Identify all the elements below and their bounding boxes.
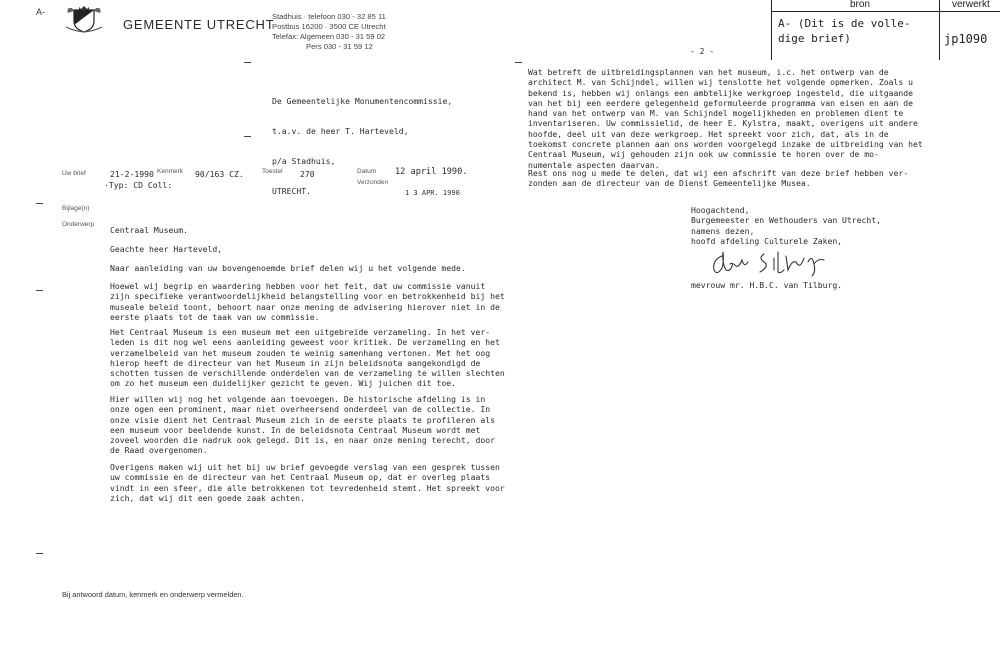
body-paragraph: Rest ons nog u mede te delen, dat wij een afschrift van deze brief hebben ver- zonden aan de directeur van de Dienst Gemeentelijke Musea. <box>528 168 909 189</box>
page-number: - 2 - <box>690 47 715 56</box>
kenmerk-value: 90/163 CZ. <box>195 169 244 179</box>
datum-label: Datum <box>357 168 377 175</box>
stamp-note: A- (Dit is de volle- dige brief) <box>778 17 911 45</box>
uw-brief-label: Uw brief <box>62 170 86 177</box>
contact-block <box>272 12 386 52</box>
verzonden-label: Verzonden <box>357 179 389 186</box>
bijlage-label: Bijlage(n) <box>62 205 90 212</box>
body-paragraph: Naar aanleiding van uw bovengenoemde brief delen wij u het volgende mede. <box>110 263 466 273</box>
subject-value: Centraal Museum. <box>110 225 188 235</box>
closing-block: Hoogachtend, Burgemeester en Wethouders van Utrecht, namens dezen, hoofd afdeling Culturele Zaken, <box>691 205 882 246</box>
contact-line: Telefax: Algemeen 030 - 31 59 02 <box>272 32 386 41</box>
margin-dash <box>36 553 43 554</box>
signature-name: mevrouw mr. H.B.C. van Tilburg. <box>691 280 843 290</box>
margin-mark: A- <box>36 7 45 17</box>
contact-line: Postbus 16200 · 3500 CE Utrecht <box>272 22 386 31</box>
kenmerk-label: Kenmerk <box>157 168 184 175</box>
stamp-header-bron: bron <box>850 0 871 10</box>
city-crest-icon <box>62 5 106 33</box>
margin-dash <box>36 290 43 291</box>
archive-stamp <box>771 0 1000 60</box>
date-stamp: 1 3 APR. 1990 <box>405 189 460 197</box>
fold-mark <box>515 62 522 63</box>
contact-line: Stadhuis · telefoon 030 - 32 85 11 <box>272 12 386 21</box>
recipient-address: De Gemeentelijke Monumentencommissie, t.a.v. de heer T. Harteveld, p/a Stadhuis, UTRECHT. <box>272 96 453 196</box>
handwritten-signature <box>708 248 833 278</box>
salutation: Geachte heer Harteveld, <box>110 244 223 254</box>
onderwerp-label: Onderwerp <box>62 221 95 228</box>
datum-value: 12 april 1990. <box>395 167 468 177</box>
organization-name: GEMEENTE UTRECHT <box>123 17 275 32</box>
footer-note: Bij antwoord datum, kenmerk en onderwerp vermelden. <box>62 590 244 599</box>
toestel-label: Toestel <box>262 168 283 175</box>
stamp-code: jp1090 <box>944 32 988 46</box>
margin-dash <box>36 203 43 204</box>
fold-mark <box>244 62 251 63</box>
toestel-value: 270 <box>300 169 315 179</box>
uw-brief-value: 21-2-1990 <box>110 169 154 179</box>
body-paragraph: Hoewel wij begrip en waardering hebben voor het feit, dat uw commissie vanuit zijn specifieke verantwoordelijkheid belangstelling voor en betrokkenheid bij het museale beleid toont, behoort naar onze mening de advisering hierover niet in de eerste plaats tot de taak van uw commissie. <box>110 281 505 322</box>
body-paragraph: Overigens maken wij uit het bij uw brief gevoegde verslag van een gesprek tussen uw commissie en de directeur van het Centraal Museum op, dat er overleg plaats vindt in een sfeer, die alle betrokkenen tot tevredenheid stemt. Het spreekt voor zich, dat wij dit een goede zaak achten. <box>110 462 505 503</box>
body-paragraph: Hier willen wij nog het volgende aan toevoegen. De historische afdeling is in onze ogen een prominent, maar niet overheersend onderdeel van de collectie. In onze visie dient het Centraal Museum zich in de eerste plaats te profileren als een museum voor beeldende kunst. In de beleidsnota Centraal Museum wordt met zoveel woorden die nadruk ook gelegd. Dit is, en naar onze mening terecht, door de Raad overgenomen. <box>110 394 495 456</box>
typist-value: ·Typ: CD Coll: <box>104 180 173 190</box>
body-paragraph: Het Centraal Museum is een museum met een uitgebreide verzameling. In het ver- leden is dit nog wel eens aanleiding geweest voor kritiek. De verzameling en het verzamelbeleid van het museum zouden te weinig samenhang vertonen. Met het oog hierop heeft de directeur van het Museum in zijn beleidsnota aangekondigd de schotten tussen de verschillende onderdelen van de verzameling te willen slechten om zo het museum een duidelijker gezicht te geven. Wij juichen dit toe. <box>110 327 505 389</box>
contact-line: Pers 030 - 31 59 12 <box>306 42 373 51</box>
body-paragraph: Wat betreft de uitbreidingsplannen van het museum, i.c. het ontwerp van de architect M. van Schijndel, willen wij tenslotte het volgende opmerken. Zoals u bekend is, hebben wij onlangs een ambtelijke werkgroep ingesteld, die uitgaande van het bij een eerdere gelegenheid geformuleerde programma van eisen en aan de hand van het ontwerp van M. van Schijndel mogelijkheden en problemen dient te inventariseren. Uw commissielid, de heer E. Kylstra, maakt, overigens uit andere hoofde, deel uit van deze werkgroep. Het spreekt voor zich, dat, als in de toekomst concrete plannen aan ons worden voorgelegd inzake de uitbreiding van het Centraal Museum, wij gehouden zijn ook uw commissie te horen over de mo- numentale aspecten daarvan. <box>528 67 923 170</box>
fold-mark <box>244 136 251 137</box>
stamp-header-verwerkt: verwerkt <box>952 0 990 10</box>
